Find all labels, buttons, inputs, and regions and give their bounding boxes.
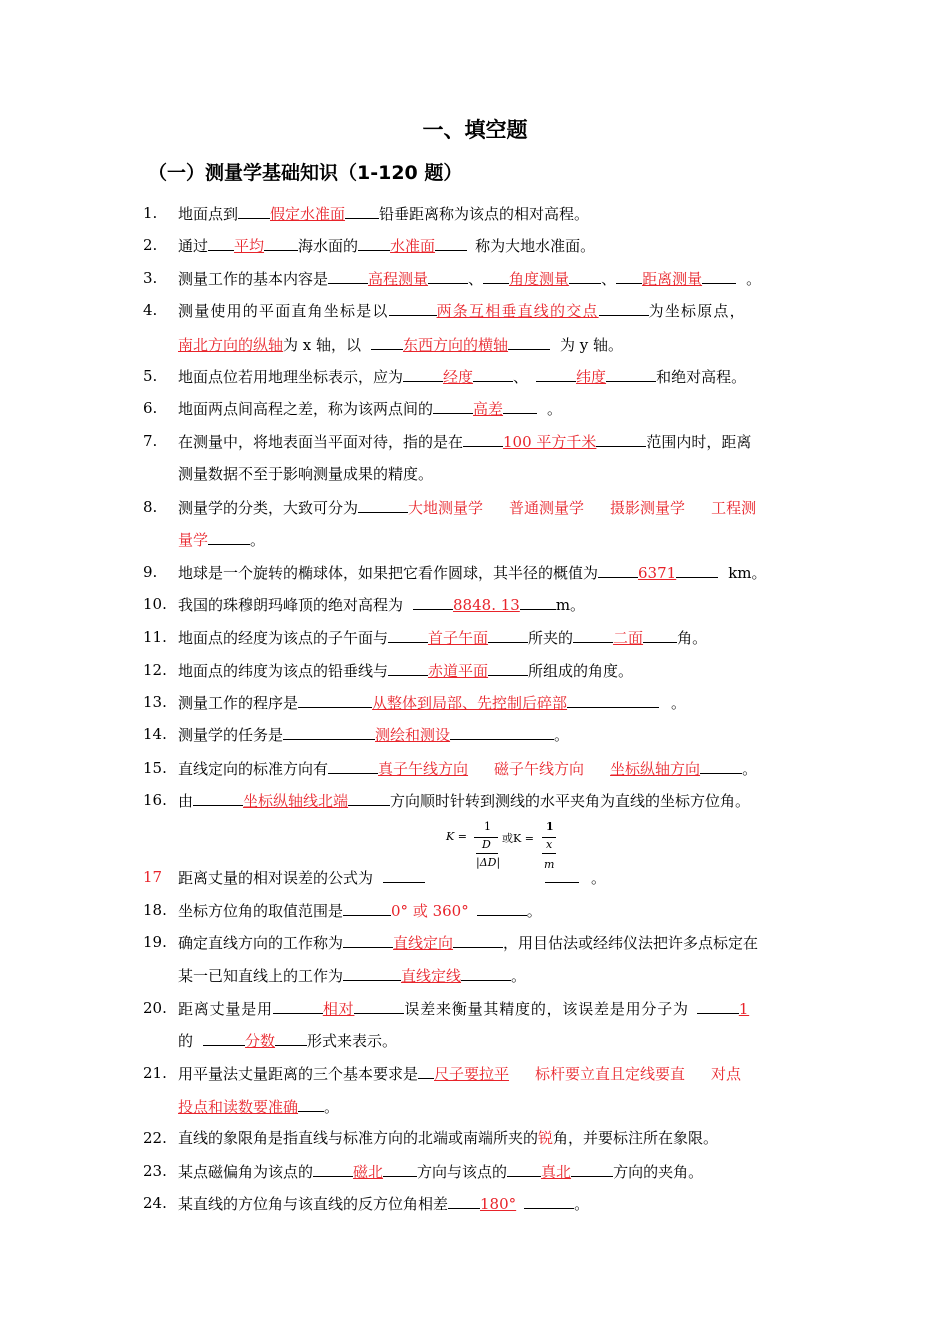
question-text: 某直线的方位角与该直线的反方位角相差: [178, 1195, 449, 1213]
question-text: 通过: [178, 237, 209, 255]
answer: 分数: [245, 1032, 276, 1050]
question-text: 为坐标原点，: [648, 302, 746, 320]
question-text: 测量工作的基本内容是: [178, 270, 329, 288]
question-text: 地面点到: [178, 205, 239, 223]
question-number: 19.: [143, 933, 167, 951]
question-text: 方向顺时针转到测线的水平夹角为直线的坐标方位角。: [390, 792, 751, 810]
section-heading: （一）测量学基础知识（1-120 题）: [148, 162, 463, 184]
answer: 工程测: [711, 499, 757, 517]
answer: 真北: [541, 1163, 572, 1181]
answer: 大地测量学: [408, 499, 484, 517]
question-number: 12.: [143, 661, 167, 679]
formula-numerator-2: 1: [546, 820, 554, 833]
question-text: 。: [574, 1195, 590, 1213]
question-text: 在测量中，将地表面当平面对待，指的是在: [178, 433, 464, 451]
question-text: 地面点位若用地理坐标表示，应为: [178, 368, 404, 386]
question-text: 地面点的经度为该点的子午面与: [178, 629, 389, 647]
question-text: 某一已知直线上的工作为: [178, 967, 344, 985]
question-number: 24.: [143, 1194, 167, 1212]
question-text: 。: [526, 902, 542, 920]
question-text: km。: [728, 564, 767, 582]
question-text: 、: [601, 270, 617, 288]
answer: 测绘和测设: [375, 726, 451, 744]
answer: 磁北: [353, 1163, 384, 1181]
question-text: 测量使用的平面直角坐标是以: [178, 302, 389, 320]
question-text: 我国的珠穆朗玛峰顶的绝对高程为: [178, 596, 404, 614]
question-text: 距离丈量是用: [178, 1000, 273, 1018]
question-text: 。: [591, 869, 607, 887]
answer: 高差: [473, 400, 504, 418]
question-number: 7.: [143, 432, 158, 450]
answer: 6371: [638, 564, 677, 582]
question-text: 的: [178, 1032, 194, 1050]
question-text: 所夹的: [528, 629, 574, 647]
question-text: 。: [511, 967, 527, 985]
formula-x: x: [546, 838, 553, 851]
question-number: 11.: [143, 628, 167, 646]
answer: 坐标纵轴线北端: [243, 792, 349, 810]
question-text: 称为大地水准面。: [475, 237, 596, 255]
answer: 水准面: [390, 237, 436, 255]
question-text: 、: [468, 270, 484, 288]
answer: 摄影测量学: [610, 499, 686, 517]
formula-k: K =: [446, 830, 467, 843]
question-text: 。: [250, 531, 266, 549]
question-text: 。: [554, 726, 570, 744]
question-text: 海水面的: [298, 237, 359, 255]
answer: 投点和读数要准确: [178, 1098, 299, 1116]
answer: 两条互相垂直线的交点: [436, 302, 599, 320]
question-number: 16.: [143, 791, 167, 809]
answer: 锐: [538, 1129, 554, 1147]
question-text: 角。: [677, 629, 708, 647]
question-number: 6.: [143, 399, 158, 417]
question-number: 14.: [143, 725, 167, 743]
answer: 南北方向的纵轴: [178, 336, 284, 354]
question-text: 形式来表示。: [307, 1032, 398, 1050]
answer: 100 平方千米: [503, 433, 597, 451]
answer: 普通测量学: [509, 499, 585, 517]
question-number: 10.: [143, 595, 167, 613]
question-text: 。: [547, 400, 563, 418]
question-text: 。: [324, 1098, 340, 1116]
question-number: 23.: [143, 1162, 167, 1180]
question-text: 直线定向的标准方向有: [178, 760, 329, 778]
question-text: 直线的象限角是指直线与标准方向的北端或南端所夹的: [178, 1129, 539, 1147]
answer: 真子午线方向: [378, 760, 469, 778]
answer: 0° 或 360°: [391, 902, 469, 920]
question-text: 铅垂距离称为该点的相对高程。: [379, 205, 590, 223]
answer: 直线定向: [393, 934, 454, 952]
question-text: 确定直线方向的工作称为: [178, 934, 344, 952]
question-number: 1.: [143, 204, 158, 222]
question-text: 为 x 轴，以: [283, 336, 362, 354]
question-text: 测量数据不至于影响测量成果的精度。: [178, 465, 434, 483]
answer: 直线定线: [401, 967, 462, 985]
question-number: 4.: [143, 301, 158, 319]
answer: 对点: [711, 1065, 742, 1083]
question-text: 和绝对高程。: [656, 368, 747, 386]
answer: 经度: [443, 368, 474, 386]
answer: 相对: [322, 1000, 355, 1018]
answer: 赤道平面: [428, 662, 489, 680]
answer: 8848. 13: [453, 596, 520, 614]
question-text: 测量学的分类，大致可分为: [178, 499, 359, 517]
question-text: 、: [513, 368, 529, 386]
question-text: 某点磁偏角为该点的: [178, 1163, 314, 1181]
answer: 坐标纵轴方向: [610, 760, 701, 778]
question-text: 范围内时，距离: [646, 433, 752, 451]
answer: 二面: [613, 629, 644, 647]
question-number: 21.: [143, 1064, 167, 1082]
question-text: 所组成的角度。: [528, 662, 634, 680]
question-text: 地面两点间高程之差，称为该两点间的: [178, 400, 434, 418]
question-text: 。: [746, 270, 762, 288]
question-text: 地球是一个旋转的椭球体，如果把它看作圆球，其半径的概值为: [178, 564, 599, 582]
answer: 高程测量: [368, 270, 429, 288]
answer: 东西方向的横轴: [403, 336, 509, 354]
page-title: 一、填空题: [422, 118, 528, 142]
answer: 首子午面: [428, 629, 489, 647]
question-text: 为 y 轴。: [560, 336, 624, 354]
question-text: 角，并要标注所在象限。: [553, 1129, 719, 1147]
question-text: 。: [671, 694, 687, 712]
answer: 标杆要立直且定线要直: [535, 1065, 686, 1083]
answer: 距离测量: [642, 270, 703, 288]
formula-numerator: 1: [484, 820, 491, 833]
answer: 角度测量: [509, 270, 570, 288]
question-number: 17: [143, 868, 163, 886]
question-text: 测量工作的程序是: [178, 694, 299, 712]
question-number: 22.: [143, 1129, 167, 1147]
question-text: 误差来衡量其精度的，该误差是用分子为: [404, 1000, 689, 1018]
question-text: 。: [742, 760, 758, 778]
question-text: 用平量法丈量距离的三个基本要求是: [178, 1065, 419, 1083]
question-number: 2.: [143, 236, 158, 254]
answer: 从整体到局部、先控制后碎部: [372, 694, 568, 712]
answer: 假定水准面: [270, 205, 346, 223]
formula-delta-d: |ΔD|: [476, 856, 501, 869]
answer: 量学: [178, 531, 209, 549]
question-number: 15.: [143, 759, 167, 777]
answer: 180°: [480, 1195, 517, 1213]
question-text: 方向与该点的: [417, 1163, 508, 1181]
question-text: ，用目估法或经纬仪法把许多点标定在: [503, 934, 759, 952]
question-number: 5.: [143, 367, 158, 385]
question-text: m。: [555, 596, 586, 614]
answer: 尺子要拉平: [434, 1065, 510, 1083]
question-number: 20.: [143, 999, 167, 1017]
question-text: 地面点的纬度为该点的铅垂线与: [178, 662, 389, 680]
question-text: 测量学的任务是: [178, 726, 284, 744]
question-text: 坐标方位角的取值范围是: [178, 902, 344, 920]
question-text: 距离丈量的相对误差的公式为: [178, 869, 374, 887]
formula-m: m: [544, 858, 555, 871]
answer: 磁子午线方向: [494, 760, 585, 778]
question-number: 13.: [143, 693, 167, 711]
formula-or: 或K =: [502, 832, 534, 845]
question-number: 18.: [143, 901, 167, 919]
answer: 纬度: [576, 368, 607, 386]
formula-d: D: [482, 838, 491, 851]
question-text: 由: [178, 792, 194, 810]
question-number: 8.: [143, 498, 158, 516]
question-text: 方向的夹角。: [613, 1163, 704, 1181]
answer: 平均: [234, 237, 265, 255]
question-number: 3.: [143, 269, 158, 287]
question-number: 9.: [143, 563, 158, 581]
answer: 1: [738, 1000, 750, 1018]
